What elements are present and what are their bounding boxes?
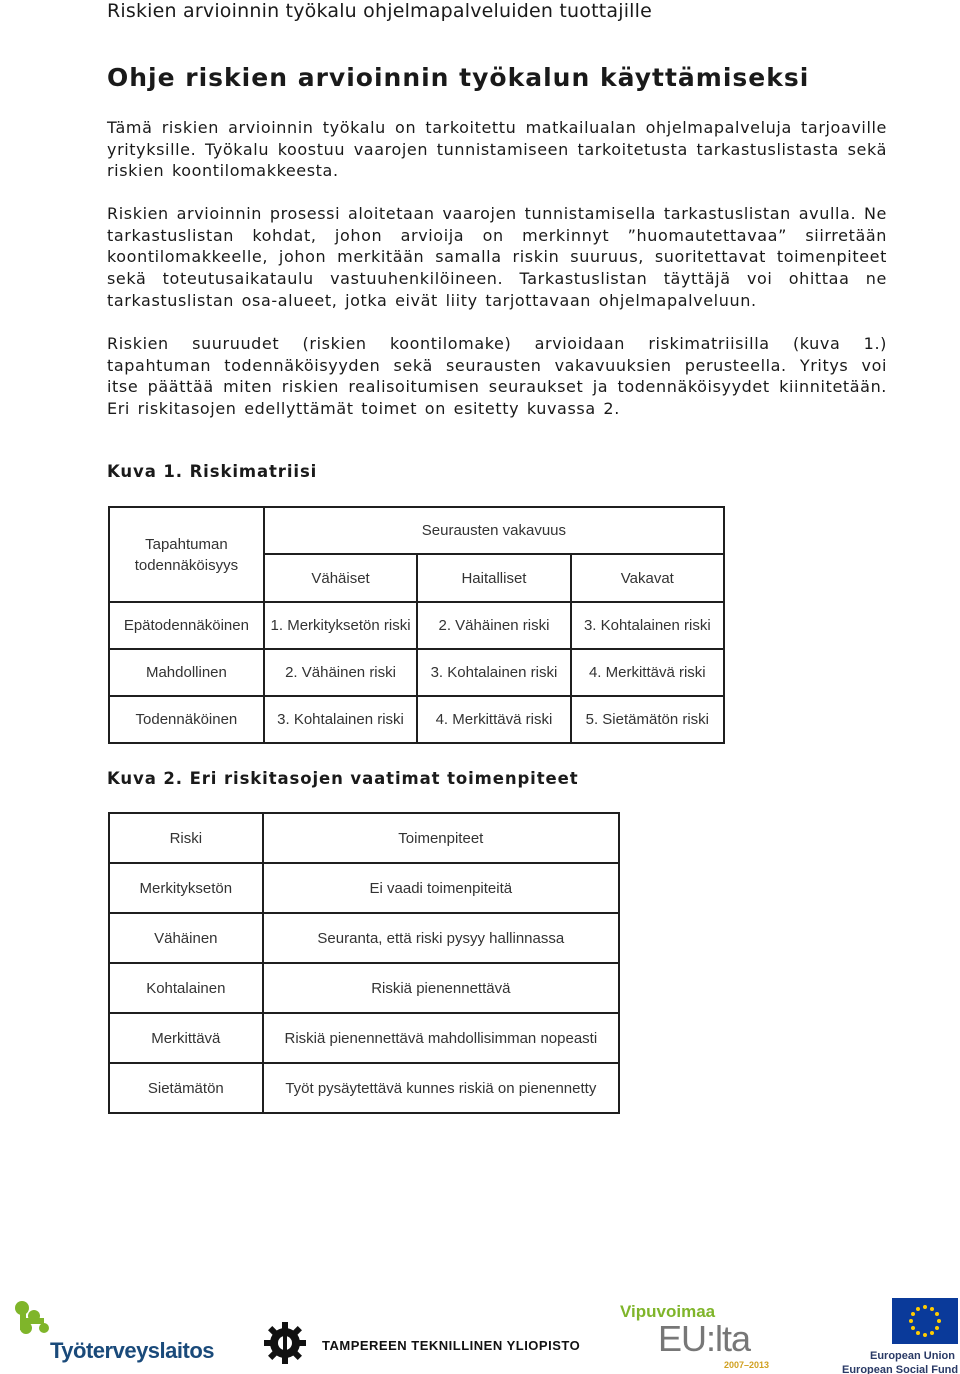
actions-risk-level: Merkityksetön (109, 863, 263, 913)
eu-text-union: European Union (870, 1350, 955, 1362)
actions-header-measures: Toimenpiteet (263, 813, 619, 863)
actions-risk-level: Vähäinen (109, 913, 263, 963)
actions-row (109, 1013, 619, 1063)
actions-measure: Seuranta, että riski pysyy hallinnassa (263, 913, 619, 963)
matrix-cell: 3. Kohtalainen riski (417, 649, 570, 696)
eu-stars-icon (892, 1298, 958, 1344)
tty-wordmark: TAMPEREEN TEKNILLINEN YLIOPISTO (322, 1338, 581, 1353)
matrix-row-label: Mahdollinen (109, 649, 264, 696)
tyoterveyslaitos-wordmark: Työterveyslaitos (50, 1338, 215, 1363)
document-title: Ohje riskien arvioinnin työkalun käyttämiseksi (107, 63, 810, 92)
matrix-cell: 3. Kohtalainen riski (571, 602, 724, 649)
matrix-row-label: Epätodennäköinen (109, 602, 264, 649)
matrix-group-header: Seurausten vakavuus (264, 507, 724, 554)
figure2-caption: Kuva 2. Eri riskitasojen vaatimat toimenpiteet (107, 769, 579, 788)
paragraph-process: Riskien arvioinnin prosessi aloitetaan vaarojen tunnistamisella tarkastuslistan avulla. Ne tarkastuslistan kohdat, johon arvioija on merkinnyt ”huomautettavaa” siirretään koontilomakkeelle, johon merkitään samalla riskin suuruus, suoritettavat toimenpiteet sekä toteutusaikataulu vastuuhenkilöineen. Tarkastuslistan täyttäjä voi ohittaa ne tarkastuslistan osa-alueet, jotka eivät liity tarjottavaan ohjelmapalveluun. (107, 204, 887, 310)
actions-header-risk: Riski (109, 813, 263, 863)
vipuvoimaa-wordmark: Vipuvoimaa (620, 1302, 716, 1321)
actions-row (109, 1063, 619, 1113)
actions-measure: Riskiä pienennettävä (263, 963, 619, 1013)
eu-text-fund: European Social Fund (842, 1364, 959, 1374)
matrix-row (109, 649, 724, 696)
matrix-column-header: Vähäiset (264, 554, 417, 602)
actions-row (109, 963, 619, 1013)
actions-measure: Riskiä pienennettävä mahdollisimman nopeasti (263, 1013, 619, 1063)
actions-row (109, 913, 619, 963)
vipuvoimaa-years: 2007–2013 (724, 1360, 770, 1370)
actions-row (109, 863, 619, 913)
actions-header-row (109, 813, 619, 863)
matrix-column-header: Vakavat (571, 554, 724, 602)
matrix-cell: 5. Sietämätön riski (571, 696, 724, 743)
paragraph-intro: Tämä riskien arvioinnin työkalu on tarkoitettu matkailualan ohjelmapalveluja tarjoaville yrityksille. Työkalu koostuu vaarojen tunnistamiseen tarkoitetusta tarkastuslistasta sekä riskien koontilomakkeesta. (107, 118, 887, 181)
matrix-cell: 4. Merkittävä riski (571, 649, 724, 696)
actions-risk-level: Kohtalainen (109, 963, 263, 1013)
matrix-row (109, 696, 724, 743)
actions-measure: Työt pysäytettävä kunnes riskiä on pienennetty (263, 1063, 619, 1113)
figure1-caption: Kuva 1. Riskimatriisi (107, 462, 318, 481)
risk-actions-table (108, 812, 620, 1114)
eu-logo (840, 1298, 960, 1374)
actions-risk-level: Sietämätön (109, 1063, 263, 1113)
matrix-row (109, 602, 724, 649)
running-header: Riskien arvioinnin työkalu ohjelmapalveluiden tuottajille (107, 0, 653, 22)
matrix-corner-label: Tapahtuman todennäköisyys (109, 507, 264, 602)
matrix-cell: 2. Vähäinen riski (264, 649, 417, 696)
gear-icon (262, 1320, 308, 1366)
actions-risk-level: Merkittävä (109, 1013, 263, 1063)
eu-flag-icon (892, 1298, 958, 1344)
risk-matrix-table (108, 506, 725, 744)
matrix-cell: 3. Kohtalainen riski (264, 696, 417, 743)
actions-measure: Ei vaadi toimenpiteitä (263, 863, 619, 913)
matrix-cell: 1. Merkityksetön riski (264, 602, 417, 649)
matrix-cell: 4. Merkittävä riski (417, 696, 570, 743)
vipuvoimaa-logo (620, 1302, 770, 1372)
tyoterveyslaitos-logo (12, 1298, 215, 1368)
matrix-row-label: Todennäköinen (109, 696, 264, 743)
vipuvoimaa-eu-text: EU:lta (658, 1318, 751, 1359)
matrix-column-header: Haitalliset (417, 554, 570, 602)
paragraph-risk-size: Riskien suuruudet (riskien koontilomake) arvioidaan riskimatriisilla (kuva 1.) tapahtuman todennäköisyyden sekä seurausten vakavuuksien perusteella. Yritys voi itse päättää miten riskien realisoitumisen seuraukset ja todennäköisyydet kiinnitetään. Eri riskitasojen edellyttämät toimet on esitetty kuvassa 2. (107, 334, 887, 419)
footer-logos (0, 1290, 960, 1374)
tty-logo (262, 1320, 582, 1366)
matrix-cell: 2. Vähäinen riski (417, 602, 570, 649)
